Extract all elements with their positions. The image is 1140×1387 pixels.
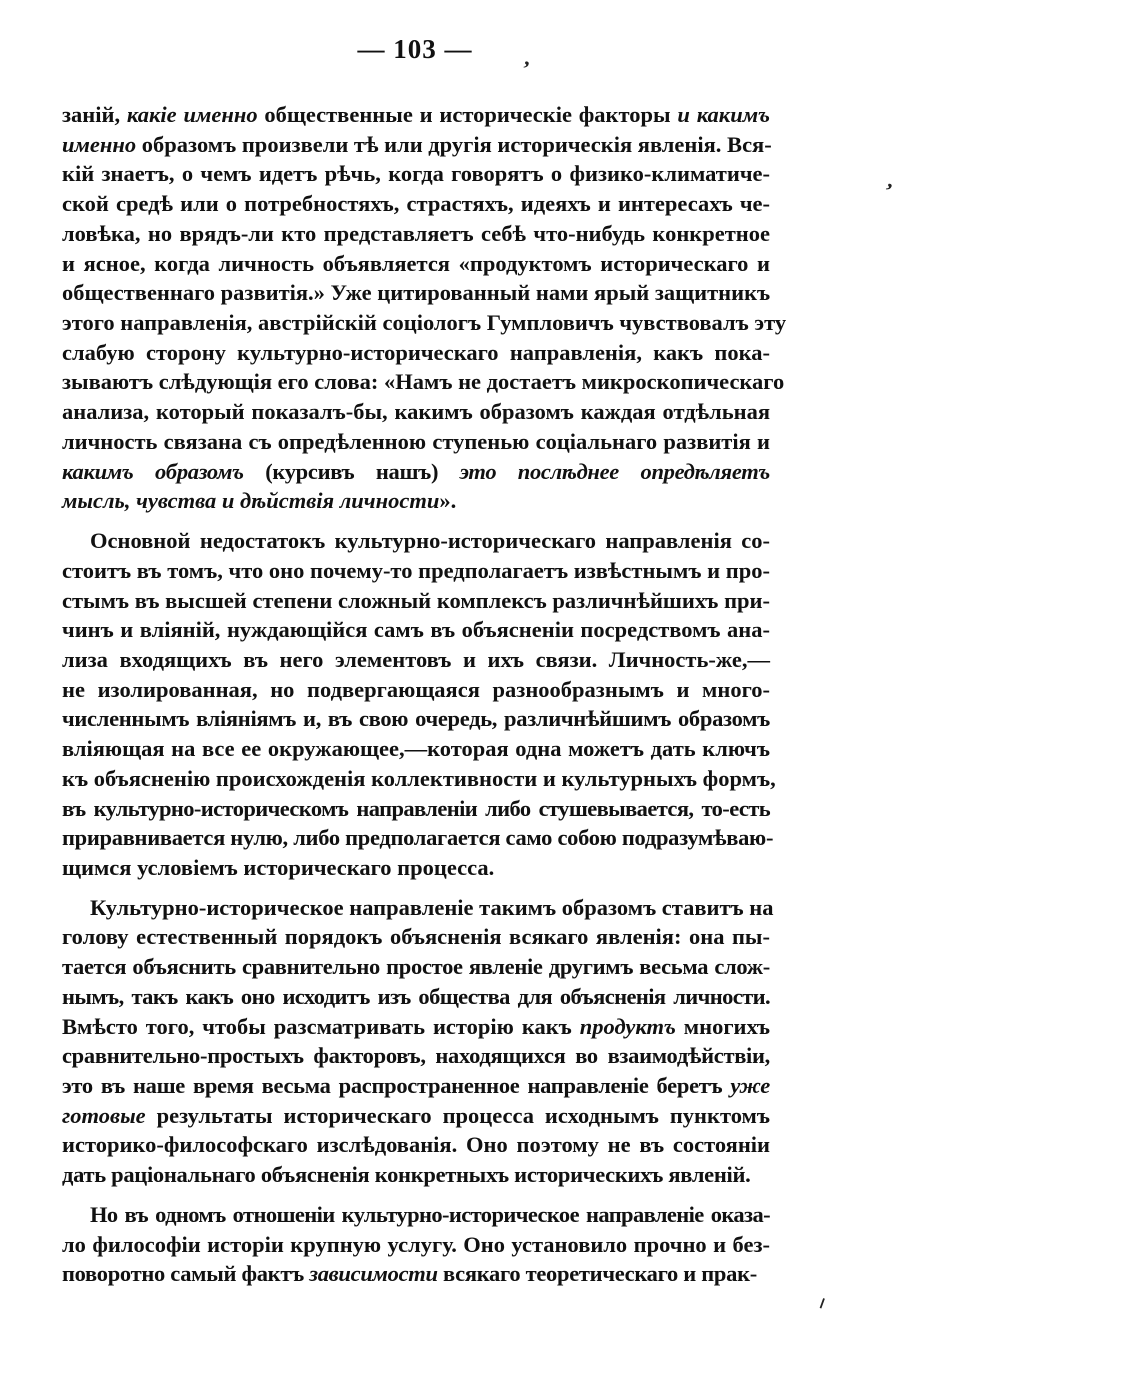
text-line (62, 397, 770, 427)
text-run: заній, (62, 102, 127, 127)
text-line (62, 823, 774, 853)
text-run: общественнаго развитія.» Уже цитированный нами ярый защитникъ (62, 280, 771, 306)
text-run: этого направленія, австрійскій соціологъ Гумпловичъ чувствовалъ эту (62, 310, 787, 336)
text-line (62, 1230, 770, 1260)
text-run: Но въ одномъ отношеніи культурно-историческое направленіе оказа- (90, 1201, 770, 1227)
text-run: голову естественный порядокъ объясненія всякаго явленія: она пы- (62, 924, 770, 950)
text-run: вліяющая на все ее окружающее,—которая одна можетъ дать ключъ (62, 736, 770, 762)
body-text (62, 100, 787, 1289)
text-line (62, 1200, 770, 1230)
text-run: Основной недостатокъ культурно-историческаго направленія со- (90, 528, 770, 554)
text-run: слабую сторону культурно-историческаго направленія, какъ пока- (62, 339, 770, 365)
text-line (62, 159, 770, 189)
text-run: не изолированная, но подвергающаяся разнообразнымъ и много- (62, 676, 770, 702)
text-line (62, 675, 770, 705)
text-run: ской средѣ или о потребностяхъ, страстяхъ, идеяхъ и интересахъ че- (62, 191, 770, 217)
text-run: стоитъ въ томъ, что оно почему-то предполагаетъ извѣстнымъ и про- (62, 557, 770, 583)
italic-text: продуктъ (579, 1013, 676, 1039)
text-line (62, 645, 770, 675)
text-line (62, 457, 770, 487)
text-run: лиза входящихъ въ него элементовъ и ихъ связи. Личность-же,— (62, 646, 770, 672)
italic-text: мысль, чувства и дѣйствія личности (62, 488, 440, 514)
text-run: численнымъ вліяніямъ и, въ свою очередь, различнѣйшимъ образомъ (62, 706, 770, 732)
text-line (62, 1259, 770, 1289)
text-run: анализа, который показалъ-бы, какимъ образомъ каждая отдѣльная (62, 399, 770, 425)
text-run: результаты историческаго процесса исходнымъ пунктомъ (145, 1102, 770, 1128)
text-line (62, 1071, 770, 1101)
text-run: щимся условіемъ историческаго процесса. (62, 854, 495, 880)
italic-text: уже (730, 1073, 770, 1098)
text-line (62, 893, 774, 923)
italic-text: именно (62, 131, 137, 157)
stray-ink-mark: ʼ (519, 55, 532, 82)
text-run: кій знаетъ, о чемъ идетъ рѣчь, когда говорятъ о физико-климатиче- (62, 161, 770, 187)
text-line (62, 764, 776, 794)
italic-text: какимъ образомъ (62, 458, 244, 484)
text-run: это въ наше время весьма распространенное направленіе беретъ (62, 1073, 731, 1098)
text-line (62, 367, 785, 397)
text-run: чинъ и вліяній, нуждающійся самъ въ объясненіи посредствомъ ана- (62, 617, 770, 643)
text-run: стымъ въ высшей степени сложный комплексъ различнѣйшихъ при- (62, 587, 770, 613)
text-run: сравнительно-простыхъ факторовъ, находящихся во взаимодѣйствіи, (62, 1043, 770, 1069)
text-run: всякаго теоретическаго и прак- (437, 1261, 757, 1287)
text-line (62, 734, 770, 764)
text-run: ловѣка, но врядъ-ли кто представляетъ себѣ что-нибудь конкретное (62, 220, 770, 246)
text-run: Культурно-историческое направленіе такимъ образомъ ставитъ на (90, 894, 774, 920)
stray-ink-mark: ʼ (880, 177, 896, 204)
text-line (62, 130, 770, 160)
text-line (62, 586, 770, 616)
text-line (62, 219, 770, 249)
text-line (62, 308, 787, 338)
text-line (62, 853, 770, 883)
text-line (62, 1012, 770, 1042)
text-line (62, 922, 770, 952)
text-run: тается объяснить сравнительно простое явленіе другимъ весьма слож- (62, 954, 770, 980)
text-run: зываютъ слѣдующія его слова: «Намъ не достаетъ микроскопическаго (62, 369, 785, 395)
text-line (62, 982, 770, 1012)
italic-text: зависимости (309, 1261, 438, 1287)
italic-text: готовые (62, 1102, 146, 1128)
text-run: нымъ, такъ какъ оно исходитъ изъ общества для объясненія личности. (62, 983, 770, 1009)
text-run: общественные и историческіе факторы (257, 102, 678, 127)
italic-text: какіе именно (126, 102, 258, 127)
text-line (62, 1101, 770, 1131)
text-line (62, 615, 770, 645)
text-run: ». (439, 488, 457, 514)
text-line (62, 486, 770, 516)
text-run: къ объясненію происхожденія коллективности и культурныхъ формъ, (62, 765, 776, 791)
text-line (62, 249, 770, 279)
text-run: въ культурно-историческомъ направленіи либо стушевывается, то-есть (62, 795, 770, 821)
text-line (62, 278, 770, 308)
text-run: многихъ (675, 1013, 771, 1039)
text-run: поворотно самый фактъ (62, 1261, 310, 1287)
text-line (62, 952, 770, 982)
text-line (62, 556, 770, 586)
text-line (62, 1130, 770, 1160)
text-line (62, 526, 770, 556)
text-line (62, 1160, 770, 1190)
text-run: ло философіи исторіи крупную услугу. Оно установило прочно и без- (62, 1231, 770, 1257)
page-number: — 103 — (357, 34, 473, 64)
italic-text: это послѣднее опредѣляетъ (459, 458, 770, 484)
text-run: дать раціональнаго объясненія конкретныхъ историческихъ явленій. (62, 1162, 751, 1188)
text-run: и ясное, когда личность объявляется «продуктомъ историческаго и (62, 250, 770, 276)
text-run: образомъ произвели тѣ или другія историческія явленія. Вся- (136, 131, 772, 157)
text-line (62, 794, 770, 824)
text-run: (курсивъ нашъ) (243, 458, 460, 484)
text-line (62, 189, 770, 219)
text-line (62, 704, 770, 734)
text-line (62, 1041, 770, 1071)
text-line (62, 100, 770, 130)
text-line (62, 427, 770, 457)
text-run: Вмѣсто того, чтобы разсматривать исторію какъ (62, 1013, 580, 1039)
text-run: личность связана съ опредѣленною ступенью соціальнаго развитія и (62, 428, 770, 454)
stray-ink-mark: ⸝ (811, 1287, 830, 1312)
text-run: приравнивается нулю, либо предполагается само собою подразумѣваю- (62, 825, 774, 851)
italic-text: и какимъ (677, 102, 770, 127)
text-run: историко-философскаго изслѣдованія. Оно поэтому не въ состояніи (62, 1132, 770, 1158)
text-line (62, 338, 770, 368)
